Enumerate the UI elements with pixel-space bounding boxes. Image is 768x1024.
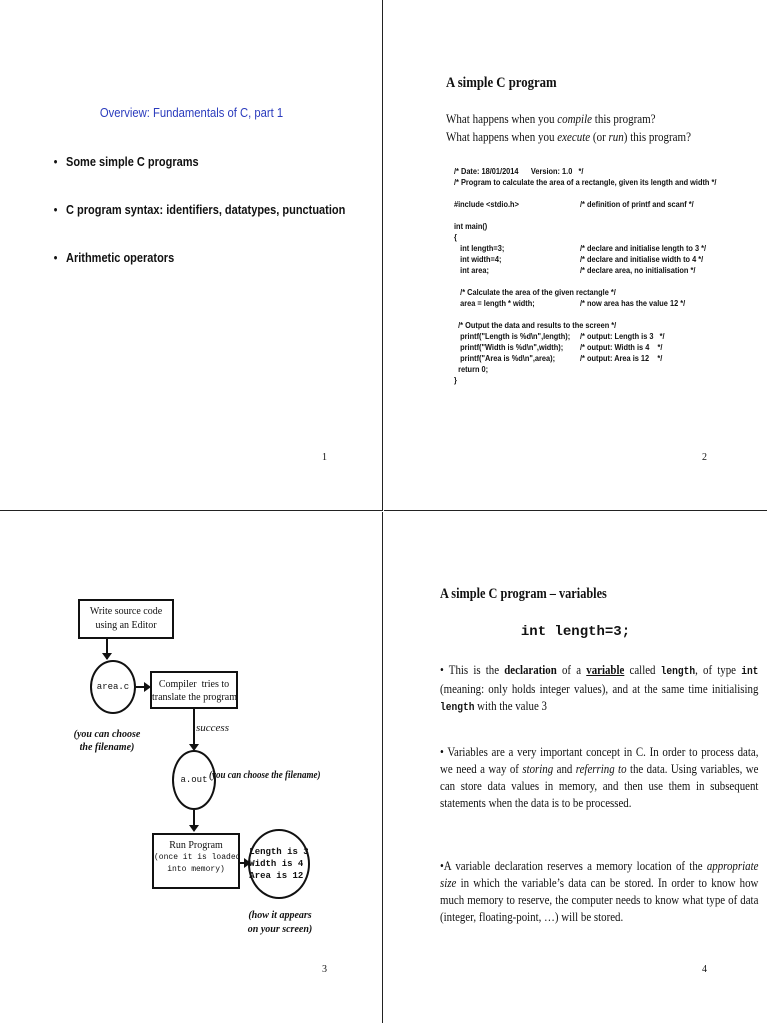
- source-file-node: [90, 660, 136, 714]
- compiler-box: Compiler tries to translate the program: [150, 671, 238, 709]
- question-text: (or: [590, 130, 609, 144]
- code-line: return 0;: [454, 364, 489, 374]
- text: , of type: [695, 663, 742, 677]
- code-line: area = length * width;: [454, 298, 535, 308]
- code-line: /* declare and initialise length to 3 */: [580, 243, 707, 253]
- question-text: What happens when you: [446, 130, 558, 144]
- question-execute: [446, 130, 691, 145]
- flow-arrow: [193, 709, 195, 749]
- filename-note: (you can choose the filename): [209, 770, 321, 781]
- code-line: /* Program to calculate the area of a rectangle, given its length and width */: [454, 177, 717, 187]
- bullet-text: Some simple C programs: [66, 155, 199, 169]
- text: the data. Using variables, we can store data values in memory, and then use them in subsequent statements when the data is to be processed.: [440, 762, 759, 810]
- editor-box: Write source code using an Editor: [78, 599, 174, 639]
- code-line: [580, 210, 706, 221]
- arrowhead-icon: [189, 825, 199, 832]
- code-line: #include <stdio.h>: [454, 199, 519, 209]
- code-line: printf("Length is %d\n",length);: [454, 331, 571, 341]
- slide-4-title: A simple C program – variables: [440, 586, 607, 602]
- code-line: int length=3;: [454, 243, 505, 253]
- question-text: this program?: [592, 112, 656, 126]
- code-line: /* output: Length is 3 */: [580, 331, 665, 341]
- code-line: [580, 166, 706, 177]
- paragraph-variables: [440, 744, 758, 812]
- question-emphasis: execute: [557, 130, 591, 144]
- inline-code: int: [741, 666, 759, 678]
- executable-label: a.out: [180, 775, 208, 785]
- code-line: [580, 177, 706, 188]
- code-line: /* now area has the value 12 */: [580, 298, 686, 308]
- slide-1: [0, 0, 383, 511]
- code-line: int width=4;: [454, 254, 502, 264]
- question-text: What happens when you: [446, 112, 558, 126]
- filename-note: (you can choose the filename): [73, 729, 141, 753]
- bullet-glyph: •: [53, 203, 58, 217]
- code-line: /* Output the data and results to the screen */: [454, 320, 617, 330]
- code-line: /* output: Width is 4 */: [580, 342, 663, 352]
- arrowhead-icon: [102, 653, 112, 660]
- code-line: [580, 188, 706, 199]
- question-compile: [446, 112, 656, 127]
- page-number: 3: [322, 964, 327, 975]
- code-comments: [580, 166, 706, 386]
- code-snippet: int length=3;: [520, 624, 631, 640]
- page-number: 4: [702, 964, 707, 975]
- text: • This is the: [440, 663, 505, 677]
- emphasis: referring to: [575, 762, 627, 776]
- text: • Variables are a very important concept in C. In order to process data, we need a way of: [440, 745, 759, 776]
- paragraph-memory: [440, 858, 758, 926]
- bullet-glyph: •: [53, 155, 58, 169]
- question-emphasis: run: [608, 130, 624, 144]
- run-program-note: (once it is loaded into memory): [154, 853, 241, 874]
- code-line: int area;: [454, 265, 489, 275]
- code-line: /* definition of printf and scanf */: [580, 199, 694, 209]
- code-line: [580, 232, 706, 243]
- code-line: /* Date: 18/01/2014 Version: 1.0 */: [454, 166, 584, 176]
- text: (meaning: only holds integer values), and at the same time initialising: [440, 682, 759, 696]
- output-node: [248, 829, 310, 899]
- code-line: /* declare and initialise width to 4 */: [580, 254, 704, 264]
- code-line: /* output: Area is 12 */: [580, 353, 663, 363]
- code-line: [580, 364, 706, 375]
- slide-2-title: A simple C program: [446, 75, 557, 91]
- code-line: [580, 287, 706, 298]
- slide-2: [384, 0, 767, 511]
- screen-note: (how it appears on your screen): [247, 910, 313, 935]
- bullet-text: C program syntax: identifiers, datatypes, punctuation: [66, 203, 346, 217]
- slide-1-title: Overview: Fundamentals of C, part 1: [99, 106, 284, 120]
- code-line: [580, 375, 706, 386]
- text: •A variable declaration reserves a memory location of the: [440, 859, 707, 873]
- text: in which the variable’s data can be stored. In order to know how much memory to reserve, the computer needs to know what type of data (integer, floating-point, …) will be stored.: [440, 876, 759, 924]
- bullet-text: Arithmetic operators: [66, 251, 175, 265]
- code-line: [580, 276, 706, 287]
- text: with the value 3: [474, 699, 547, 713]
- run-program-title: Run Program: [169, 840, 223, 851]
- page-number: 2: [702, 452, 707, 463]
- paragraph-declaration: [440, 662, 758, 717]
- text: of a: [556, 663, 587, 677]
- success-label: success: [196, 722, 229, 734]
- emphasis: storing: [522, 762, 554, 776]
- emphasis: appropriate size: [440, 859, 759, 890]
- slide-4: [384, 512, 767, 1023]
- code-line: [580, 221, 706, 232]
- question-emphasis: compile: [557, 112, 593, 126]
- bullet-item: [53, 203, 346, 217]
- code-line: printf("Area is %d\n",area);: [454, 353, 556, 363]
- inline-code: length: [440, 702, 475, 714]
- bullet-glyph: •: [53, 251, 58, 265]
- code-line: {: [454, 232, 457, 242]
- code-line: [580, 320, 706, 331]
- code-line: [580, 309, 706, 320]
- run-program-box: [152, 833, 240, 889]
- text: called: [624, 663, 661, 677]
- output-text: Length is 3 Width is 4 Area is 12: [249, 847, 309, 881]
- source-file-label: area.c: [96, 682, 130, 692]
- bullet-item: [53, 155, 199, 169]
- emphasis: declaration: [504, 663, 557, 677]
- bullet-item: [53, 251, 175, 265]
- slide-3: [0, 512, 383, 1023]
- question-text: ) this program?: [623, 130, 691, 144]
- text: and: [553, 762, 576, 776]
- code-line: /* Calculate the area of the given rectangle */: [454, 287, 616, 297]
- emphasis: variable: [586, 663, 625, 677]
- inline-code: length: [660, 666, 696, 678]
- code-line: /* declare area, no initialisation */: [580, 265, 696, 275]
- page-number: 1: [322, 452, 327, 463]
- code-line: printf("Width is %d\n",width);: [454, 342, 564, 352]
- code-line: int main(): [454, 221, 488, 231]
- code-line: }: [454, 375, 457, 385]
